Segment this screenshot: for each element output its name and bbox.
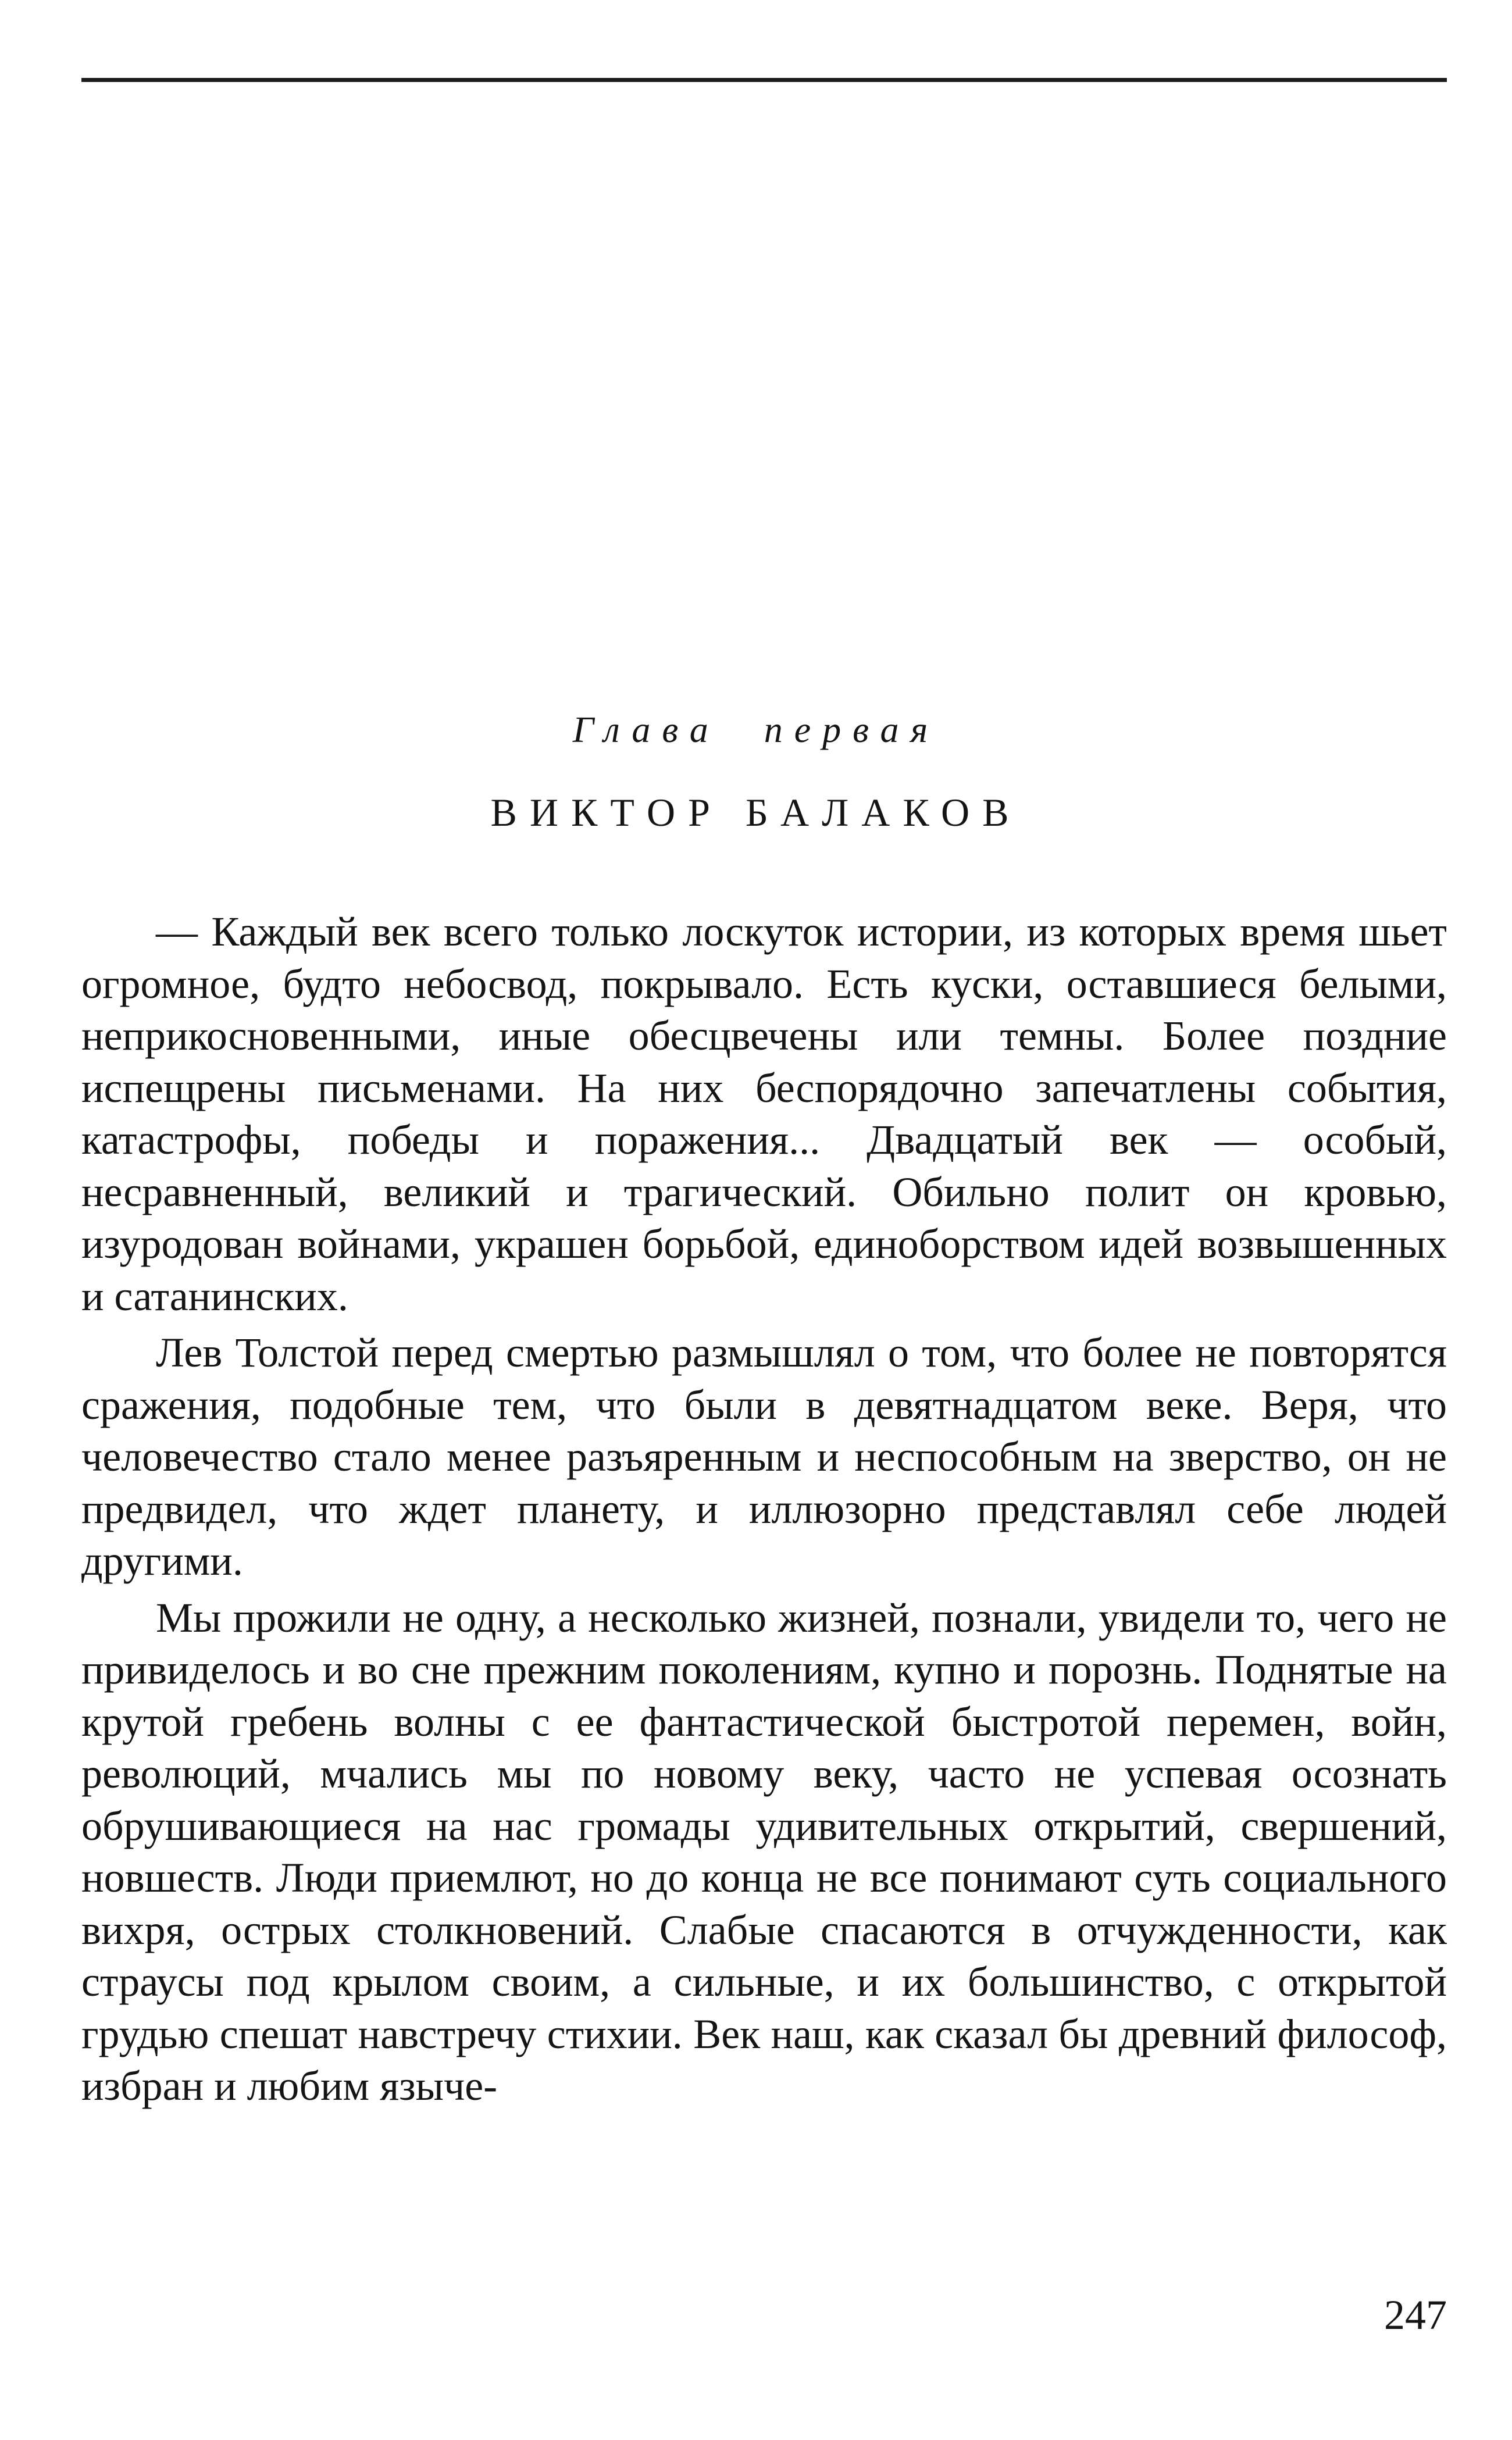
body-text — [81, 906, 1447, 2117]
paragraph-1: — Каждый век всего только лоскуток истории, из которых время шьет огромное, будто небосвод, покрывало. Есть куски, оставшиеся белыми, неприкосновенными, иные обесцвечены или темны. Более поздние испещрены письменами. На них беспорядочно запечатлены события, катастрофы, победы и поражения... Двадцатый век — особый, несравненный, великий и трагический. Обильно полит он кровью, изуродован войнами, украшен борьбой, единоборством идей возвышенных и сатанинских. — [81, 908, 1447, 1319]
chapter-label: Глава первая — [572, 709, 940, 750]
top-rule — [81, 78, 1447, 82]
page-number: 247 — [1384, 2292, 1447, 2338]
chapter-title: ВИКТОР БАЛАКОВ — [490, 790, 1022, 834]
paragraph-2: Лев Толстой перед смертью размышлял о том, что более не повторятся сражения, подобные тем, что были в девятнадцатом веке. Веря, что человечество стало менее разъяренным и неспособным на зверство, он не предвидел, что ждет планету, и иллюзорно представлял себе людей другими. — [81, 1329, 1447, 1584]
paragraph-3: Мы прожили не одну, а несколько жизней, познали, увидели то, чего не привиделось и во сне прежним поколениям, купно и порознь. Поднятые на крутой гребень волны с ее фантастической быстротой перемен, войн, революций, мчались мы по новому веку, часто не успевая осознать обрушивающиеся на нас громады удивительных открытий, свершений, новшеств. Люди приемлют, но до конца не все понимают суть социального вихря, острых столкновений. Слабые спасаются в отчужденности, как страусы под крылом своим, а сильные, и их большинство, с открытой грудью спешат навстречу стихии. Век наш, как сказал бы древний философ, избран и любим языче- — [81, 1594, 1447, 2109]
